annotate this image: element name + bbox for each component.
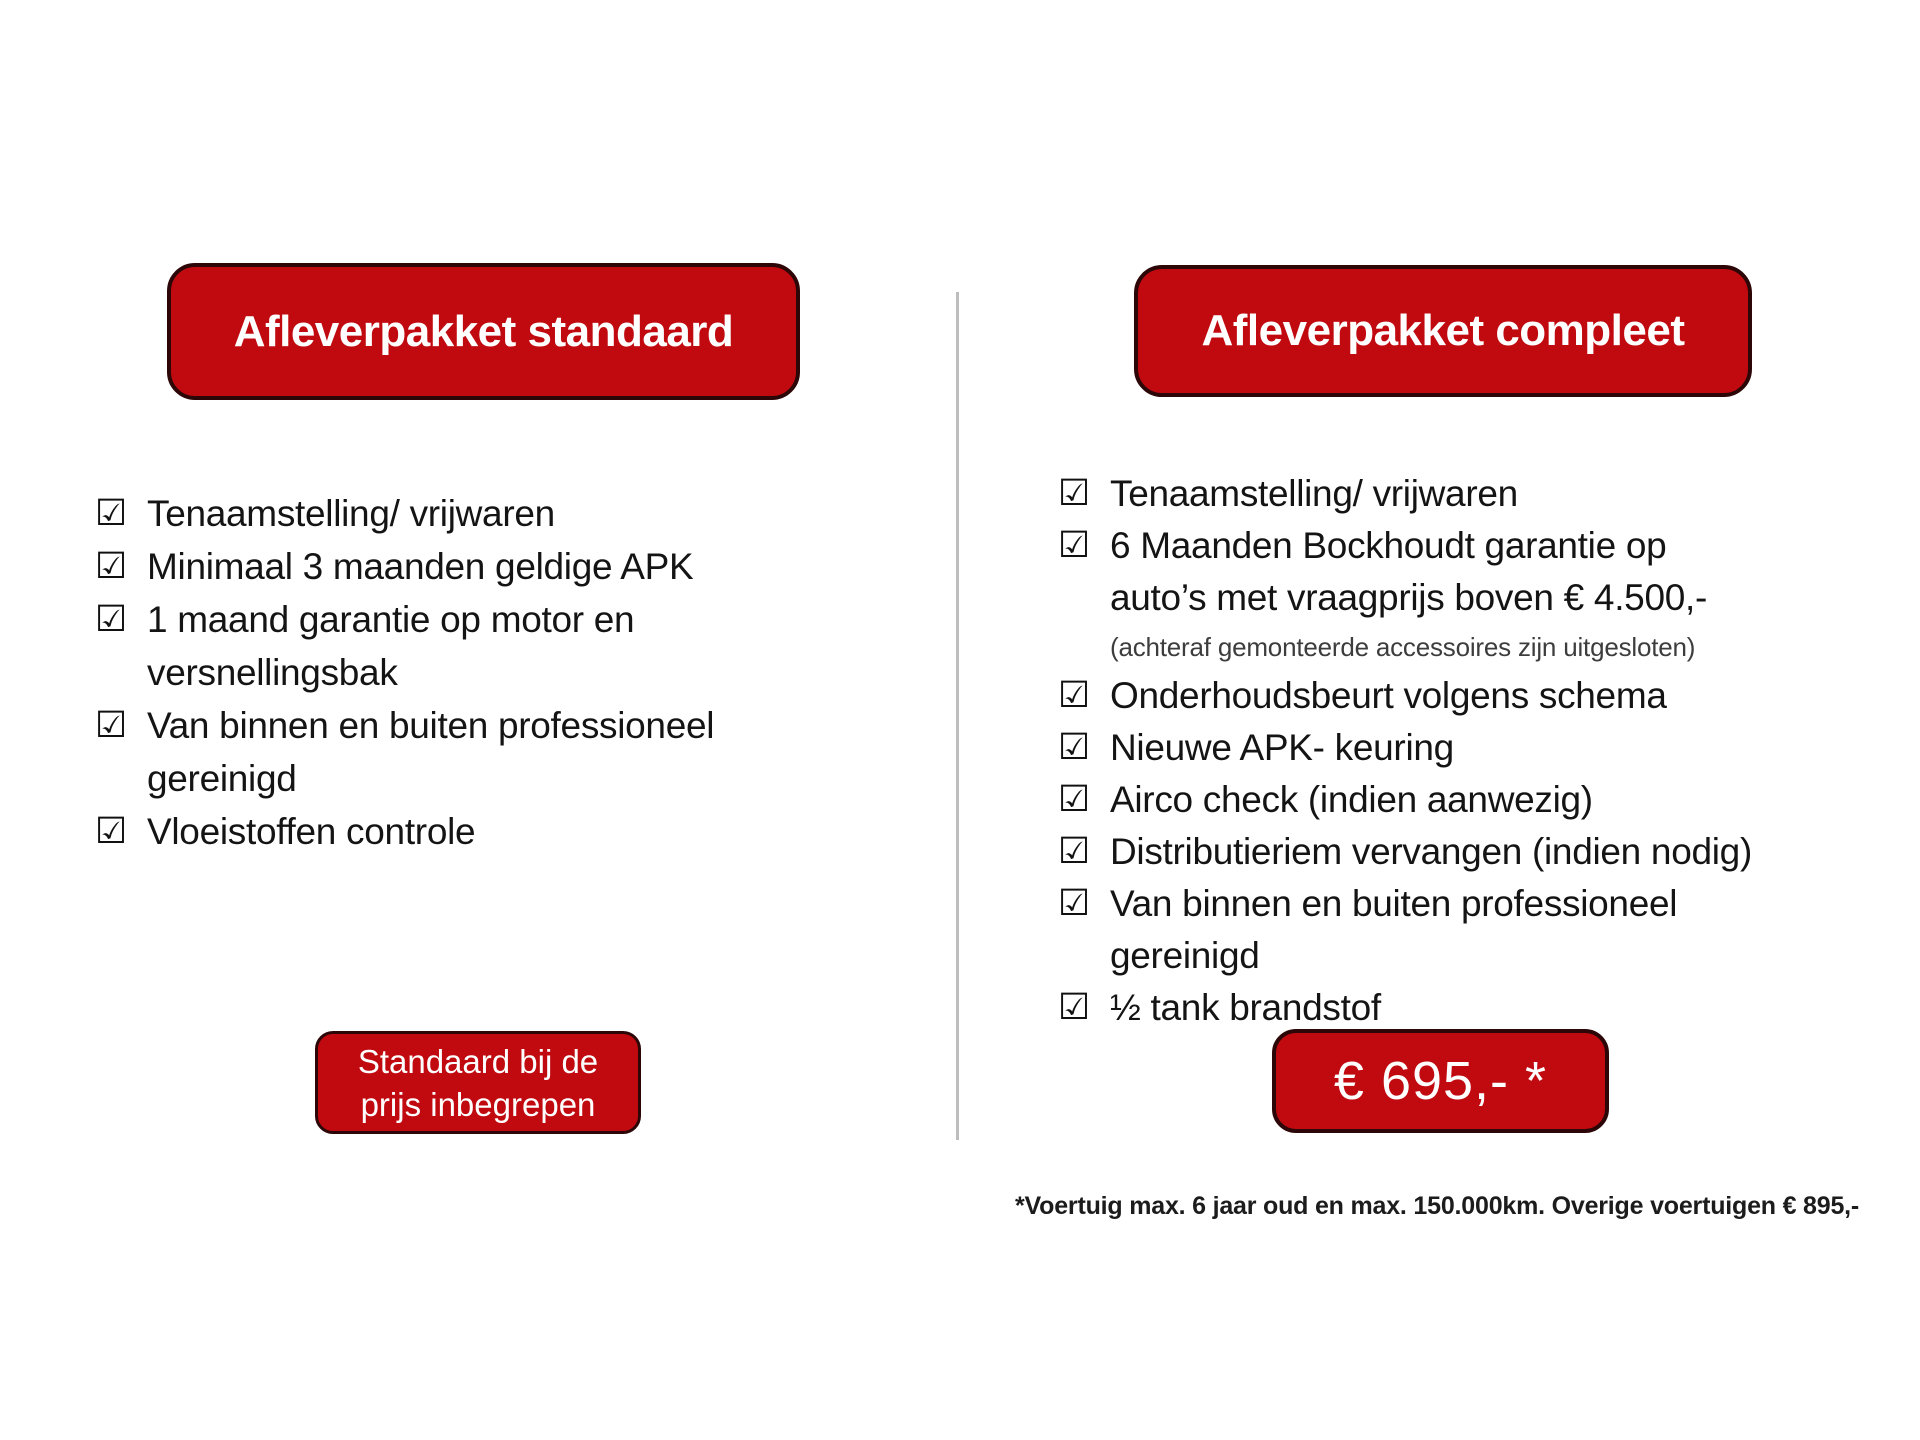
checklist-item [1058,774,1868,826]
item-text: 6 Maanden Bockhoudt garantie op [1110,525,1667,566]
standaard-checklist [95,487,855,858]
checkbox-checked-icon: ☑ [1058,525,1091,566]
checklist-item [95,805,855,858]
checkbox-checked-icon: ☑ [95,599,128,640]
checklist-item [95,699,855,805]
checkbox-checked-icon: ☑ [1058,727,1091,768]
checklist-item [1058,826,1868,878]
item-text: Minimaal 3 maanden geldige APK [147,546,694,587]
badge-text-line: prijs inbegrepen [360,1085,596,1123]
item-text: auto’s met vraagprijs boven € 4.500,- [1110,577,1708,618]
checkbox-checked-icon: ☑ [1058,883,1091,924]
checklist-item [95,487,855,540]
checklist-item [1058,878,1868,982]
checklist-item [1058,670,1868,722]
item-text: 1 maand garantie op motor en [147,599,635,640]
price-footnote: *Voertuig max. 6 jaar oud en max. 150.000km. Overige voertuigen € 895,- [1015,1192,1860,1220]
item-text: gereinigd [1110,935,1260,976]
checkbox-checked-icon: ☑ [95,493,128,534]
item-text: Van binnen en buiten professioneel [147,705,715,746]
item-text: ½ tank brandstof [1110,987,1381,1028]
item-text: Tenaamstelling/ vrijwaren [1110,473,1518,514]
item-text: Van binnen en buiten professioneel [1110,883,1678,924]
item-text: gereinigd [147,758,297,799]
item-text: Onderhoudsbeurt volgens schema [1110,675,1667,716]
item-text: Distributieriem vervangen (indien nodig) [1110,831,1752,872]
checkbox-checked-icon: ☑ [95,546,128,587]
checkbox-checked-icon: ☑ [95,811,128,852]
checkbox-checked-icon: ☑ [95,705,128,746]
checklist-item [1058,982,1868,1034]
item-text: Nieuwe APK- keuring [1110,727,1454,768]
standaard-package-header [167,263,800,400]
item-text: Vloeistoffen controle [147,811,476,852]
item-text: Airco check (indien aanwezig) [1110,779,1593,820]
compleet-package-title: Afleverpakket compleet [1201,306,1685,355]
compleet-checklist [1058,468,1868,1034]
badge-text-line: Standaard bij de [357,1042,599,1080]
included-in-price-badge [315,1031,641,1134]
checkbox-checked-icon: ☑ [1058,473,1091,514]
standaard-package-title: Afleverpakket standaard [233,306,734,356]
checklist-item [95,540,855,593]
checkbox-checked-icon: ☑ [1058,675,1091,716]
item-text: Tenaamstelling/ vrijwaren [147,493,555,534]
item-text: versnellingsbak [147,652,398,693]
checkbox-checked-icon: ☑ [1058,779,1091,820]
checklist-item [1058,468,1868,520]
checkbox-checked-icon: ☑ [1058,831,1091,872]
checkbox-checked-icon: ☑ [1058,987,1091,1028]
compleet-package-header [1134,265,1752,397]
price-text: € 695,- * [1333,1051,1548,1111]
column-divider [956,292,959,1140]
checklist-item [1058,722,1868,774]
checklist-item [95,593,855,699]
checklist-item [1058,520,1868,670]
price-badge [1272,1029,1609,1133]
item-footnote-text: (achteraf gemonteerde accessoires zijn uitgesloten) [1110,632,1696,662]
